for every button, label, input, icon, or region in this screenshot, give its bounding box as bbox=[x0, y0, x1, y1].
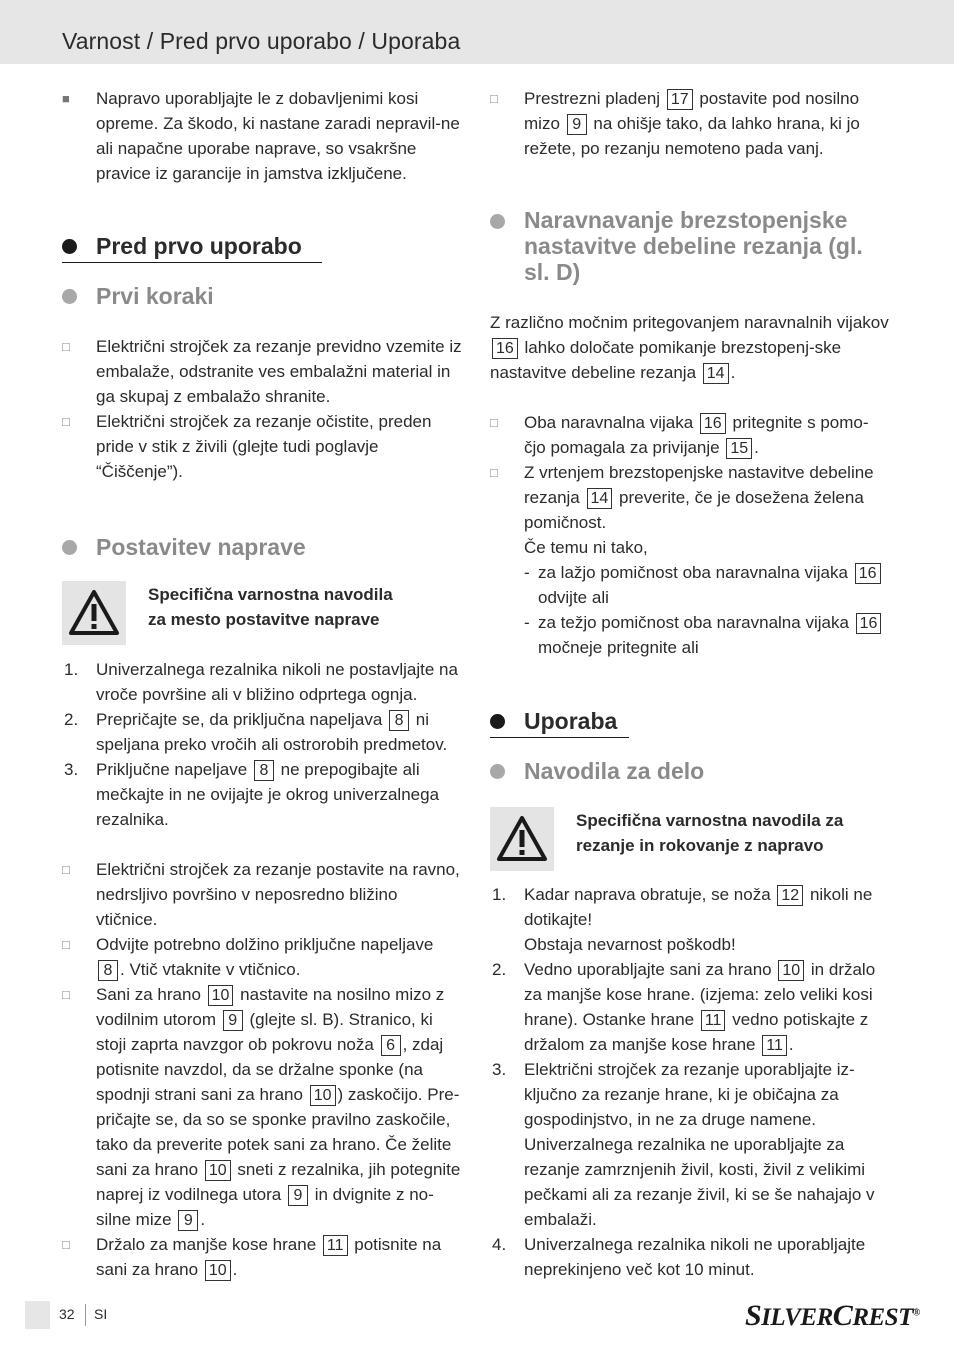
list-item-text: (glejte sl. B). Stranico, ki stoji zaprta navzgor ob pokrovu noža bbox=[96, 1010, 433, 1054]
logo-text: ILVER bbox=[761, 1304, 833, 1331]
right-column bbox=[490, 86, 890, 1282]
item-number: 3. bbox=[64, 760, 79, 779]
list-item-text: . Vtič vtaknite v vtičnico. bbox=[120, 960, 301, 979]
section-heading-navodila-za-delo bbox=[490, 757, 890, 785]
grey-dot-icon bbox=[62, 289, 77, 304]
part-number-box: 10 bbox=[208, 985, 234, 1006]
dash-item bbox=[524, 610, 890, 660]
part-number-box: 14 bbox=[587, 488, 613, 509]
grey-dot-icon bbox=[490, 764, 505, 779]
list-item-text: in dvignite z no-silne mize bbox=[96, 1185, 434, 1229]
list-item bbox=[62, 86, 462, 186]
list-item-text: . bbox=[754, 438, 759, 457]
list-item bbox=[62, 932, 462, 982]
list-item-text: ) zaskočijo. Pre-pričajte se, da so se sponke pravilno zaskočile, tako da preverite potek sani za hrano. Če želite sani za hrano bbox=[96, 1085, 460, 1179]
grey-dot-icon bbox=[62, 540, 77, 555]
section-heading-postavitev-naprave bbox=[62, 533, 462, 561]
dash-item-text: odvijte ali bbox=[538, 588, 609, 607]
registered-mark: ® bbox=[912, 1307, 920, 1319]
list-item-text: nastavite na nosilno mizo z vodilnim utorom bbox=[96, 985, 445, 1029]
part-number-box: 10 bbox=[778, 960, 804, 981]
numbered-item bbox=[490, 882, 890, 957]
item-number: 1. bbox=[64, 660, 79, 679]
warning-line: Specifična varnostna navodila za bbox=[576, 811, 844, 830]
item-text: nikoli ne dotikajte! bbox=[524, 885, 873, 929]
paragraph-text: lahko določate pomikanje brezstopenj-ske nastavitve debeline rezanja bbox=[490, 338, 842, 382]
part-number-box: 10 bbox=[310, 1085, 336, 1106]
part-number-box: 17 bbox=[667, 89, 693, 110]
part-number-box: 16 bbox=[700, 413, 726, 434]
item-text: ni speljana preko vročih ali ostrorobih predmetov. bbox=[96, 710, 448, 754]
list-item bbox=[490, 86, 890, 161]
logo-letter: C bbox=[832, 1299, 853, 1332]
item-text: in držalo za manjše kose hrane. (izjema: zelo veliki kosi hrane). Ostanke hrane bbox=[524, 960, 876, 1029]
numbered-item bbox=[490, 1232, 890, 1282]
language-code: SI bbox=[94, 1306, 108, 1322]
black-dot-icon bbox=[490, 714, 505, 729]
warning-line: za mesto postavitve naprave bbox=[148, 610, 380, 629]
dash-item-text: za težjo pomičnost oba naravnalna vijaka bbox=[538, 613, 849, 632]
item-text: vedno potiskajte z držalom za manjše kose hrane bbox=[524, 1010, 869, 1054]
item-number: 3. bbox=[492, 1060, 507, 1079]
page-number: 32 bbox=[59, 1306, 75, 1322]
heading-text: Postavitev naprave bbox=[96, 534, 306, 560]
heading-underline bbox=[490, 737, 629, 738]
part-number-box: 6 bbox=[381, 1035, 401, 1056]
list-item-text: sneti z rezalnika, jih potegnite naprej iz vodilnega utora bbox=[96, 1160, 461, 1204]
filled-square-bullet-icon: ■ bbox=[62, 91, 70, 106]
item-text: . bbox=[788, 1035, 794, 1054]
hollow-square-bullet-icon: □ bbox=[490, 91, 498, 106]
part-number-box: 14 bbox=[703, 363, 729, 384]
list-item-text: , zdaj potisnite navzdol, da se držalne sponke (na spodnji strani sani za hrano bbox=[96, 1035, 444, 1104]
warning-line: Specifična varnostna navodila bbox=[148, 585, 393, 604]
list-item-text: Držalo za manjše kose hrane bbox=[96, 1235, 317, 1254]
list-item-text: na ohišje tako, da lahko hrana, ki jo režete, po rezanju nemoteno pada vanj. bbox=[524, 114, 860, 158]
paragraph-text: Z različno močnim pritegovanjem naravnalnih vijakov bbox=[490, 313, 889, 332]
numbered-item bbox=[62, 707, 462, 757]
heading-text: Naravnavanje brezstopenjske nastavitve debeline rezanja (gl. sl. D) bbox=[524, 207, 863, 285]
intro-text: Napravo uporabljajte le z dobavljenimi kosi opreme. Za škodo, ki nastane zaradi nepravil-ne ali napačne uporabe naprave, so vsakršne pravice iz garancije in jamstva izključene. bbox=[96, 89, 460, 183]
list-item-text: Električni strojček za rezanje previdno vzemite iz embalaže, odstranite ves embalažni material in ga skupaj z embalažo shranite. bbox=[96, 337, 462, 406]
hollow-square-bullet-icon: □ bbox=[490, 415, 498, 430]
section-heading-prvi-koraki bbox=[62, 282, 462, 310]
silvercrest-logo bbox=[745, 1299, 920, 1333]
list-item-text: pritegnite s pomo-čjo pomagala za privijanje bbox=[524, 413, 869, 457]
item-text: Vedno uporabljajte sani za hrano bbox=[524, 960, 772, 979]
list-item bbox=[62, 1232, 462, 1282]
item-text: Priključne napeljave bbox=[96, 760, 248, 779]
list-item-text: potisnite na sani za hrano bbox=[96, 1235, 442, 1279]
part-number-box: 8 bbox=[254, 760, 274, 781]
hollow-square-bullet-icon: □ bbox=[62, 1237, 70, 1252]
left-column bbox=[62, 86, 462, 1282]
list-item-text: Odvijte potrebno dolžino priključne napeljave bbox=[96, 935, 434, 954]
part-number-box: 9 bbox=[288, 1185, 308, 1206]
page-title: Varnost / Pred prvo uporabo / Uporaba bbox=[62, 28, 461, 54]
black-dot-icon bbox=[62, 239, 77, 254]
grey-dot-icon bbox=[490, 214, 505, 229]
heading-text: Navodila za delo bbox=[524, 758, 705, 784]
logo-letter: S bbox=[745, 1299, 762, 1332]
warning-triangle-icon bbox=[62, 581, 126, 645]
list-item-text: Oba naravnalna vijaka bbox=[524, 413, 694, 432]
paragraph-text: . bbox=[730, 363, 736, 382]
part-number-box: 9 bbox=[178, 1210, 198, 1231]
warning-triangle-icon bbox=[490, 807, 554, 871]
dash-item-text: močneje pritegnite ali bbox=[538, 638, 699, 657]
dash-item-text: za lažjo pomičnost oba naravnalna vijaka bbox=[538, 563, 848, 582]
warning-block bbox=[62, 581, 462, 645]
item-text: Univerzalnega rezalnika nikoli ne postavljajte na vroče površine ali v bližino odprtega ognja. bbox=[96, 660, 458, 704]
part-number-box: 8 bbox=[389, 710, 409, 731]
list-item bbox=[62, 409, 462, 484]
dash-item bbox=[524, 560, 890, 610]
heading-text: Uporaba bbox=[524, 708, 618, 734]
section-heading-naravnavanje bbox=[490, 207, 890, 285]
item-text: Električni strojček za rezanje uporabljajte iz-ključno za rezanje hrane, ki je običajna za gospodinjstvo, in ne za druge namene. bbox=[524, 1060, 855, 1129]
part-number-box: 12 bbox=[777, 885, 803, 906]
hollow-square-bullet-icon: □ bbox=[62, 937, 70, 952]
paragraph bbox=[490, 310, 890, 385]
warning-line: rezanje in rokovanje z napravo bbox=[576, 836, 824, 855]
list-item bbox=[62, 982, 462, 1232]
warning-block bbox=[490, 807, 890, 871]
list-item-text: Prestrezni pladenj bbox=[524, 89, 661, 108]
list-item-text: Če temu ni tako, bbox=[524, 538, 648, 557]
hollow-square-bullet-icon: □ bbox=[62, 862, 70, 877]
footer-divider bbox=[85, 1304, 86, 1326]
part-number-box: 9 bbox=[223, 1010, 243, 1031]
item-number: 2. bbox=[64, 710, 79, 729]
warning-title bbox=[576, 808, 896, 858]
list-item-text: Z vrtenjem brezstopenjske nastavitve debeline rezanja bbox=[524, 463, 874, 507]
warning-title bbox=[148, 582, 468, 632]
list-item bbox=[490, 460, 890, 660]
hollow-square-bullet-icon: □ bbox=[490, 465, 498, 480]
item-number: 1. bbox=[492, 885, 507, 904]
list-item bbox=[62, 334, 462, 409]
section-heading-uporaba bbox=[490, 707, 890, 735]
item-text: Prepričajte se, da priključna napeljava bbox=[96, 710, 383, 729]
item-text: Univerzalnega rezalnika nikoli ne uporabljajte neprekinjeno več kot 10 minut. bbox=[524, 1235, 866, 1279]
dash-marker: - bbox=[524, 613, 530, 632]
numbered-item bbox=[62, 757, 462, 832]
heading-text: Prvi koraki bbox=[96, 283, 214, 309]
hollow-square-bullet-icon: □ bbox=[62, 987, 70, 1002]
part-number-box: 8 bbox=[98, 960, 118, 981]
part-number-box: 9 bbox=[567, 114, 587, 135]
part-number-box: 11 bbox=[323, 1235, 348, 1256]
hollow-square-bullet-icon: □ bbox=[62, 339, 70, 354]
item-number: 4. bbox=[492, 1235, 507, 1254]
numbered-item bbox=[62, 657, 462, 707]
section-heading-pred-prvo-uporabo bbox=[62, 232, 322, 260]
item-text: Kadar naprava obratuje, se noža bbox=[524, 885, 771, 904]
part-number-box: 16 bbox=[492, 338, 518, 359]
list-item-text: preverite, če je dosežena želena pomičnost. bbox=[524, 488, 864, 532]
item-text: Obstaja nevarnost poškodb! bbox=[524, 935, 736, 954]
heading-underline bbox=[62, 262, 322, 263]
part-number-box: 11 bbox=[762, 1035, 787, 1056]
item-text: ne prepogibajte ali mečkajte in ne ovijajte je okrog univerzalnega rezalnika. bbox=[96, 760, 440, 829]
dash-marker: - bbox=[524, 563, 530, 582]
item-text: Univerzalnega rezalnika ne uporabljajte za rezanje zamrznjenih živil, kosti, živil z velikimi pečkami ali za rezanje živil, ki se še nahajajo v embalaži. bbox=[524, 1135, 875, 1229]
list-item bbox=[490, 410, 890, 460]
list-item-text: Sani za hrano bbox=[96, 985, 201, 1004]
item-number: 2. bbox=[492, 960, 507, 979]
part-number-box: 10 bbox=[205, 1260, 231, 1281]
list-item-text: Električni strojček za rezanje postavite na ravno, nedrsljivo površino v neposredno bližino vtičnice. bbox=[96, 860, 460, 929]
logo-text: REST bbox=[852, 1304, 913, 1331]
list-item-text: . bbox=[200, 1210, 206, 1229]
list-item-text: Električni strojček za rezanje očistite, preden pride v stik z živili (glejte tudi poglavje “Čiščenje”). bbox=[96, 412, 432, 481]
numbered-item bbox=[490, 957, 890, 1057]
part-number-box: 16 bbox=[856, 613, 882, 634]
numbered-item bbox=[490, 1057, 890, 1232]
list-item-text: postavite pod nosilno mizo bbox=[524, 89, 860, 133]
footer-tab bbox=[25, 1301, 50, 1329]
list-item bbox=[62, 857, 462, 932]
part-number-box: 16 bbox=[855, 563, 881, 584]
list-item-text: . bbox=[232, 1260, 238, 1279]
heading-text: Pred prvo uporabo bbox=[96, 233, 302, 259]
part-number-box: 10 bbox=[205, 1160, 231, 1181]
part-number-box: 11 bbox=[701, 1010, 726, 1031]
part-number-box: 15 bbox=[726, 438, 752, 459]
hollow-square-bullet-icon: □ bbox=[62, 414, 70, 429]
